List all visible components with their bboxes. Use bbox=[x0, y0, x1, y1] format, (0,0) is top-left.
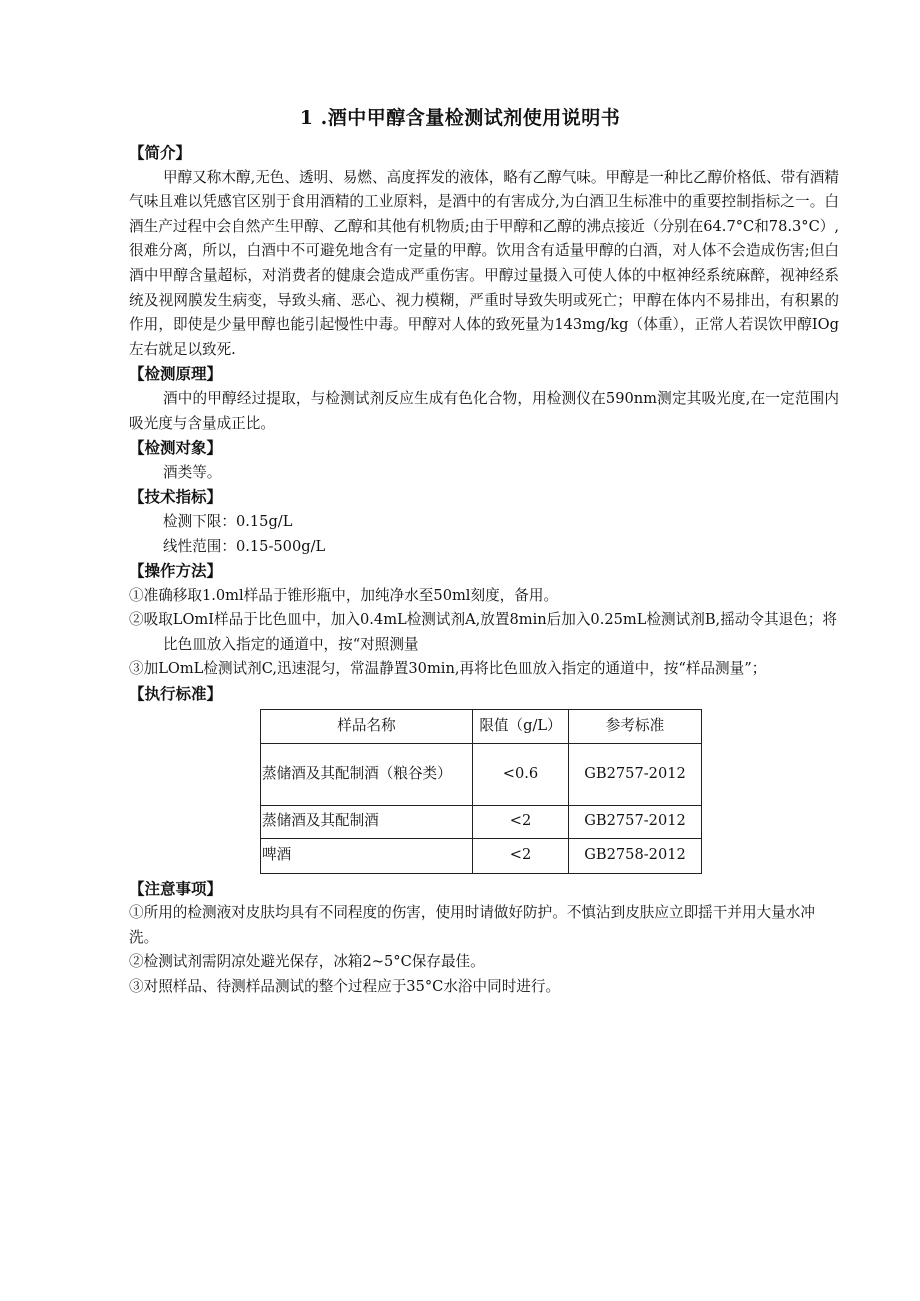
document-title: 1 .酒中甲醇含量检测试剂使用说明书 bbox=[299, 107, 621, 129]
table-cell-limit: <2 bbox=[473, 838, 569, 873]
table-row bbox=[261, 743, 702, 805]
table-row bbox=[261, 805, 702, 838]
table-cell-sample-name: 啤酒 bbox=[261, 838, 473, 873]
method-step-1: ①准确移取1.0ml样品于锥形瓶中，加纯净水至50ml刻度，备用。 bbox=[129, 586, 559, 604]
standards-section bbox=[129, 682, 839, 874]
note-2: ②检测试剂需阴凉处避光保存，冰箱2~5°C保存最佳。 bbox=[129, 953, 485, 971]
column-header-sample-name: 样品名称 bbox=[261, 709, 473, 743]
target-text: 酒类等。 bbox=[163, 463, 222, 481]
intro-section bbox=[129, 141, 839, 362]
table-cell-limit: <2 bbox=[473, 805, 569, 838]
method-heading: 【操作方法】 bbox=[129, 561, 223, 581]
column-header-reference: 参考标准 bbox=[569, 709, 702, 743]
principle-heading: 【检测原理】 bbox=[129, 364, 223, 384]
principle-section bbox=[129, 362, 839, 436]
notes-heading: 【注意事项】 bbox=[129, 878, 223, 898]
table-cell-reference: GB2758-2012 bbox=[569, 838, 702, 873]
standards-heading: 【执行标准】 bbox=[129, 684, 223, 704]
target-section bbox=[129, 436, 839, 485]
table-cell-reference: GB2757-2012 bbox=[569, 805, 702, 838]
table-header-row bbox=[261, 709, 702, 743]
principle-paragraph: 酒中的甲醇经过提取，与检测试剂反应生成有色化合物，用检测仪在590nm测定其吸光度,在一定范围内吸光度与含量成正比。 bbox=[129, 389, 839, 432]
specs-heading: 【技术指标】 bbox=[129, 487, 223, 507]
table-cell-sample-name: 蒸储酒及其配制酒（粮谷类） bbox=[261, 743, 473, 805]
note-3: ③对照样品、待测样品测试的整个过程应于35°C水浴中同时进行。 bbox=[129, 978, 561, 996]
column-header-limit: 限值（g/L） bbox=[473, 709, 569, 743]
method-section bbox=[129, 559, 839, 682]
standards-table bbox=[260, 709, 702, 874]
method-step-2: ②吸取LOmI样品于比色皿中，加入0.4mL检测试剂A,放置8min后加入0.25mL检测试剂B,摇动令其退色；将比色皿放入指定的通道中，按“对照测量 bbox=[129, 611, 837, 653]
target-heading: 【检测对象】 bbox=[129, 438, 223, 458]
spec-lower-limit: 检测下限：0.15g/L bbox=[163, 512, 293, 530]
table-cell-limit: <0.6 bbox=[473, 743, 569, 805]
table-cell-reference: GB2757-2012 bbox=[569, 743, 702, 805]
table-cell-sample-name: 蒸储酒及其配制酒 bbox=[261, 805, 473, 838]
table-row bbox=[261, 838, 702, 873]
intro-paragraph: 甲醇又称木醇,无色、透明、易燃、高度挥发的液体，略有乙醇气味。甲醇是一种比乙醇价格低、带有酒精气味且难以凭感官区别于食用酒精的工业原料，是酒中的有害成分,为白酒卫生标准中的重要控制指标之一。白酒生产过程中会自然产生甲醇、乙醇和其他有机物质;由于甲醇和乙醇的沸点接近（分别在64.7°C和78.3°C）,很难分离，所以，白酒中不可避免地含有一定量的甲醇。饮用含有适量甲醇的白酒，对人体不会造成伤害;但白酒中甲醇含量超标，对消费者的健康会造成严重伤害。甲醇过量摄入可使人体的中枢神经系统麻醉，视神经系统及视网膜发生病变，导致头痛、恶心、视力模糊，严重时导致失明或死亡；甲醇在体内不易排出，有积累的作用，即使是少量甲醇也能引起慢性中毒。甲醇对人体的致死量为143mg/kg（体重），正常人若误饮甲醇IOg左右就足以致死. bbox=[129, 168, 839, 358]
intro-heading: 【简介】 bbox=[129, 143, 192, 162]
note-1: ①所用的检测液对皮肤均具有不同程度的伤害，使用时请做好防护。不慎沾到皮肤应立即揺干并用大量水冲洗。 bbox=[129, 904, 815, 946]
spec-linear-range: 线性范围：0.15-500g/L bbox=[163, 537, 326, 555]
method-step-3: ③加LOmL检测试剂C,迅速混匀，常温静置30min,再将比色皿放入指定的通道中，按“样品测量”； bbox=[129, 660, 767, 678]
specs-section bbox=[129, 485, 839, 559]
document-body bbox=[129, 141, 839, 1000]
notes-section bbox=[129, 877, 839, 1000]
